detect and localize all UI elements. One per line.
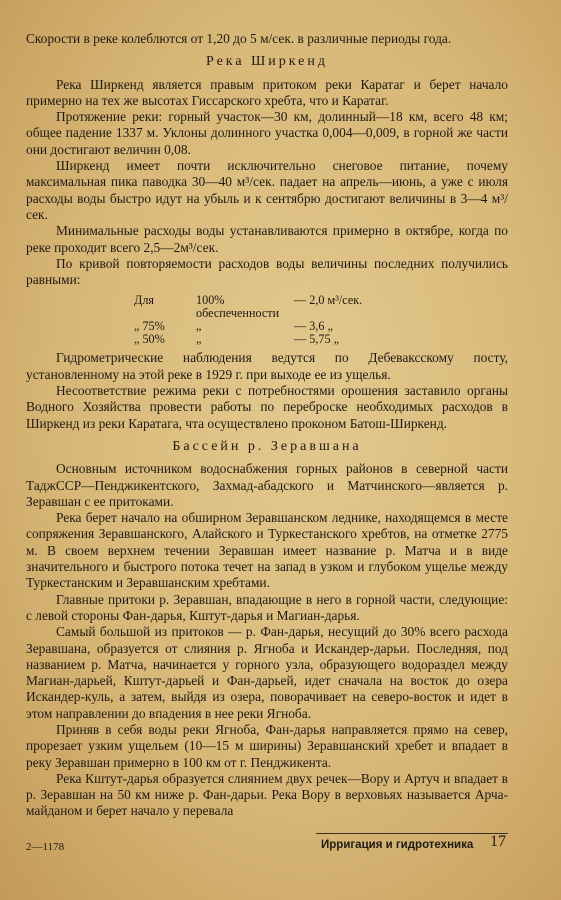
table-cell: 100% обеспеченности [196,293,280,321]
paragraph: Река берет начало на обширном Зеравшанском леднике, находящемся в месте сопряжения Зеравшанского, Алайского и Туркестанского хребтов, на отметке 2775 м. В своем верхнем течении Зеравшан имеет название р. Матча и в виде значительного и быстрого потока течет на запад в узком и глубоком ущелье между Туркестанским и Зеравшанским хребтами. [26,510,508,591]
paragraph: Протяжение реки: горный участок—30 км, долинный—18 км, всего 48 км; общее падение 1337 м. Уклоны долинного участка 0,004—0,009, в горной же части они достигают величин 0,08. [26,109,508,157]
table-row [134,294,508,320]
paragraph: Минимальные расходы воды устанавливаются примерно в октябре, когда по реке проходит всего 2,5—2м³/сек. [26,223,508,255]
table-cell: — 2,0 м³/сек. [294,293,363,308]
paragraph: Главные притоки р. Зеравшан, впадающие в него в горной части, следующие: с левой стороны Фан-дарья, Кштут-дарья и Магиан-дарья. [26,591,508,623]
table-cell: „ [196,332,202,347]
footer-rule [316,833,508,834]
table-cell: „ 50% [134,332,165,347]
discharge-table [134,294,508,346]
paragraph: По кривой повторяемости расходов воды величины последних получились равными: [26,255,508,288]
table-cell: Для [134,293,155,308]
running-title: Ирригация и гидротехника [321,839,474,851]
paragraph: Самый большой из притоков — р. Фан-дарья, несущий до 30% всего расхода Зеравшана, образуется от слияния р. Ягноба и Искандер-дарьи. Последняя, под названием р. Матча, начинается у горного узла, образующего водораздел между Магиан-дарьей, Кштут-дарьей и Фан-дарьей, идет сначала на восток до озера Искандер-куль, а затем, выйдя из озера, поворачивает на северо-восток и идет в этом направлении до впадения в нее реки Ягноба. [26,624,508,721]
paragraph: Приняв в себя воды реки Ягноба, Фан-дарья направляется прямо на север, прорезает узким ущельем (10—15 м ширины) Зеравшанский хребет и впадает в реку Зеравшан примерно в 100 км от г. Пенджикента. [26,721,508,770]
paragraph: Ширкенд имеет почти исключительно снеговое питание, почему максимальная пика паводка 30—40 м³/сек. падает на апрель—июнь, а уже с июля расходы воды быстро идут на убыль и к сентябрю достигают величины в 3—4 м³/сек. [26,158,508,222]
table-cell: „ [196,319,202,334]
heading-zeravshan: Бассейн р. Зеравшана [172,438,362,454]
print-code: 2—1178 [26,841,65,853]
table-cell: — 3,6 „ [294,319,333,334]
page-number: 17 [490,833,506,850]
paragraph: Река Ширкенд является правым притоком реки Каратаг и берет начало примерно на тех же высотах Гиссарского хребта, что и Каратаг. [26,76,508,108]
paragraph: Гидрометрические наблюдения ведутся по Дебеваксскому посту, установленному на этой реке в 1929 г. при выходе ее из ущелья. [26,350,508,382]
page-footer [26,835,508,859]
table-cell: „ 75% [134,319,165,334]
table-row [134,333,508,346]
paragraph: Основным источником водоснабжения горных районов в северной части ТаджССР—Пенджикентского, Захмад-абадского и Матчинского—является р. Зеравшан с ее притоками. [26,461,508,509]
text-column [26,31,508,820]
heading-shirkend: Река Ширкенд [205,54,329,70]
paragraph: Река Кштут-дарья образуется слиянием двух речек—Вору и Артуч и впадает в р. Зеравшан на 50 км ниже р. Фан-дарьи. Река Вору в верховьях называется Арча-майданом и берет начало у перевала [26,770,508,819]
paragraph-speeds: Скорости в реке колеблются от 1,20 до 5 м/сек. в различные периоды года. [26,31,452,46]
table-cell: — 5,75 „ [294,332,340,347]
paragraph: Несоответствие режима реки с потребностями орошения заставило органы Водного Хозяйства провести работы по переброске необходимых расходов в Ширкенд из реки Каратага, чта осуществлено проконом Батош-Ширкенд. [26,383,508,431]
